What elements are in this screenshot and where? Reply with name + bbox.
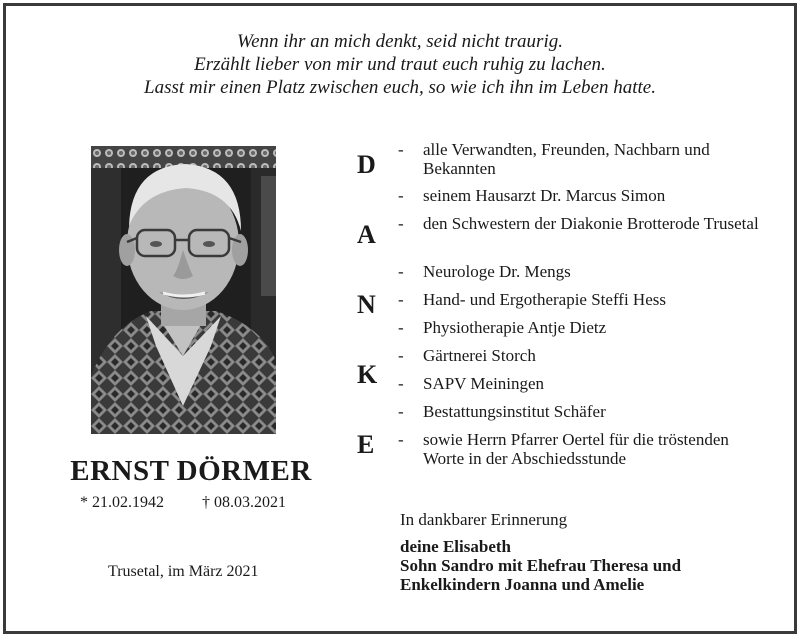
death-date: † 08.03.2021 [202,494,286,511]
list-item-text: Gärtnerei Storch [423,346,536,365]
list-item-text: Physiotherapie Antje Dietz [423,318,607,337]
list-dash: - [398,402,404,421]
list-dash: - [398,214,404,233]
danke-letter: A [357,220,376,249]
list-dash: - [398,186,404,205]
list-item-text: den Schwestern der Diakonie Brotterode Trusetal [423,214,759,233]
list-dash: - [398,140,404,159]
list-dash: - [398,346,404,365]
list-dash: - [398,374,404,393]
closing-line: In dankbarer Erinnerung [400,510,568,529]
list-item-text: sowie Herrn Pfarrer Oertel für die tröstenden Worte in der Abschiedsstunde [423,430,729,468]
list-dash: - [398,318,404,337]
signer-line: deine Elisabeth [400,537,511,556]
signer-line: Sohn Sandro mit Ehefrau Theresa und [400,556,682,575]
life-dates [80,494,286,512]
poem-line: Lasst mir einen Platz zwischen euch, so wie ich ihn im Leben hatte. [144,77,656,98]
deceased-name: ERNST DÖRMER [70,455,312,487]
danke-letter: D [357,150,376,179]
list-item-text: alle Verwandten, Freunden, Nachbarn und Bekannten [423,140,710,178]
list-dash: - [398,262,404,281]
list-dash: - [398,430,404,449]
signers [400,537,681,594]
poem [0,30,800,99]
poem-line: Wenn ihr an mich denkt, seid nicht traurig. [237,31,563,52]
birth-date: * 21.02.1942 [80,494,164,511]
portrait-photo [91,146,276,434]
list-dash: - [398,290,404,309]
danke-letter: K [357,360,378,389]
list-item-text: Bestattungsinstitut Schäfer [423,402,606,421]
list-item-text: Hand- und Ergotherapie Steffi Hess [423,290,666,309]
poem-line: Erzählt lieber von mir und traut euch ruhig zu lachen. [194,54,606,75]
list-item-text: SAPV Meiningen [423,374,545,393]
danke-letter: E [357,430,375,459]
danke-letter: N [357,290,376,319]
list-item-text: Neurologe Dr. Mengs [423,262,571,281]
place-date: Trusetal, im März 2021 [108,563,259,580]
list-item-text: seinem Hausarzt Dr. Marcus Simon [423,186,666,205]
signer-line: Enkelkindern Joanna und Amelie [400,575,645,594]
